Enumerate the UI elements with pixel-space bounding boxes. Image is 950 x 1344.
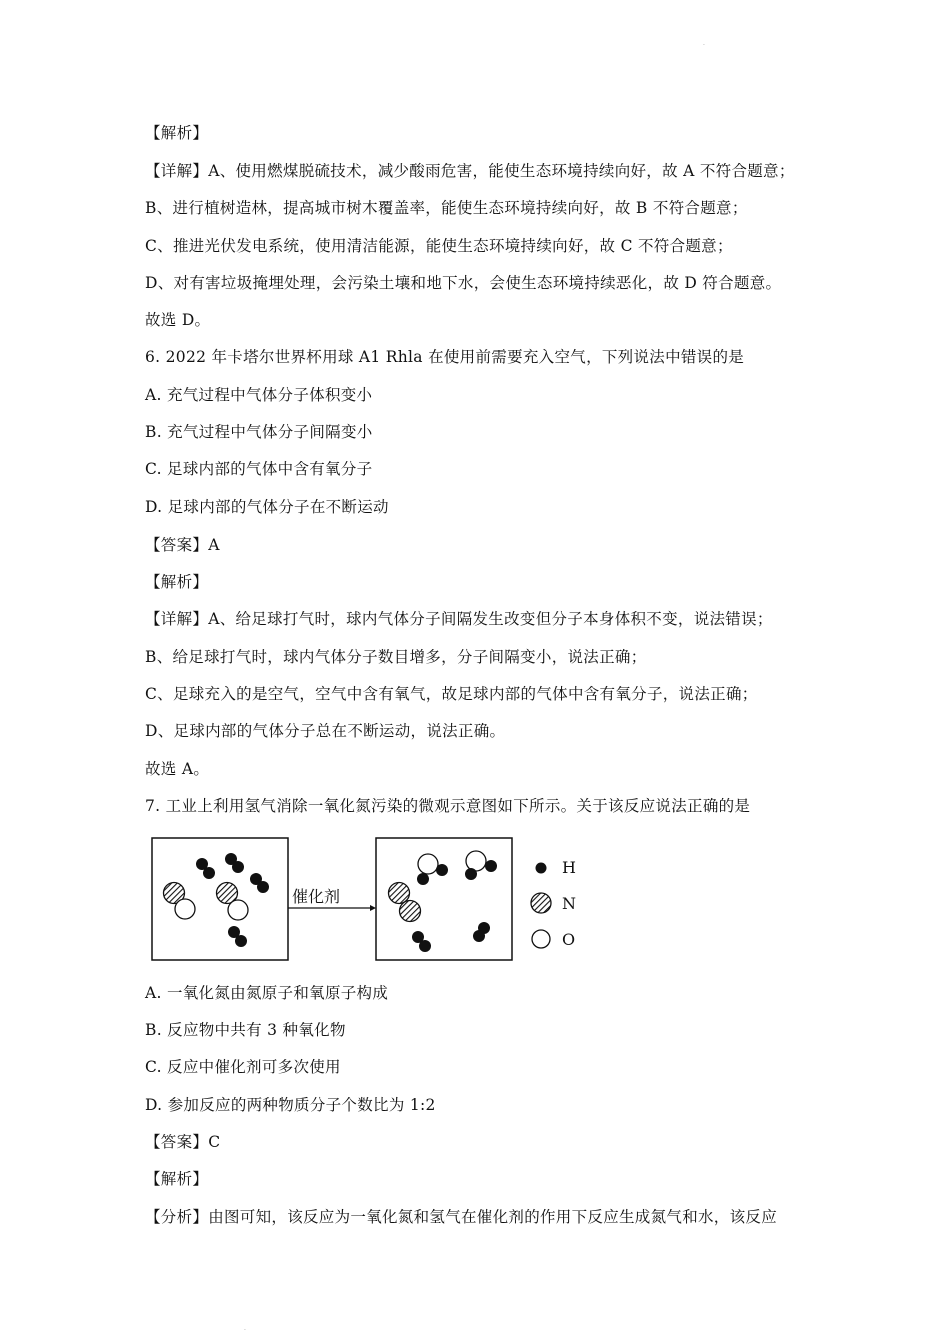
option-d: D. 足球内部的气体分子在不断运动 <box>145 498 389 516</box>
text-line: 【详解】A、使用燃煤脱硫技术，减少酸雨危害，能使生态环境持续向好，故 A 不符合题意； <box>145 162 795 180</box>
text-line: 【分析】由图可知，该反应为一氧化氮和氢气在催化剂的作用下反应生成氮气和水，该反应 <box>145 1208 778 1226</box>
text-line: 故选 A。 <box>145 760 210 778</box>
text-line: B、进行植树造林，提高城市树木覆盖率，能使生态环境持续向好，故 B 不符合题意； <box>145 199 748 217</box>
answer-line: 【答案】A <box>145 536 220 554</box>
text-line: 【解析】 <box>145 1170 209 1188</box>
text-line: C、足球充入的是空气，空气中含有氧气，故足球内部的气体中含有氧分子，说法正确； <box>145 685 758 703</box>
legend-n: N <box>562 894 576 913</box>
catalyst-label: 催化剂 <box>292 887 341 906</box>
answer-line: 【答案】C <box>145 1133 221 1151</box>
legend-h: H <box>562 858 576 877</box>
text-line: 【解析】 <box>145 573 209 591</box>
text-line: 【详解】A、给足球打气时，球内气体分子间隔发生改变但分子本身体积不变，说法错误； <box>145 610 773 628</box>
legend-o: O <box>562 930 576 949</box>
legend-o-icon <box>532 930 550 948</box>
text-line: 【解析】 <box>145 124 209 142</box>
text-line: C、推进光伏发电系统，使用清洁能源，能使生态环境持续向好，故 C 不符合题意； <box>145 237 733 255</box>
text-line: D、对有害垃圾掩埋处理，会污染土壤和地下水，会使生态环境持续恶化，故 D 符合题意。 <box>145 274 782 292</box>
option-c: C. 反应中催化剂可多次使用 <box>145 1058 341 1076</box>
reaction-diagram <box>150 836 590 966</box>
page-mark-bottom: . <box>244 1325 246 1332</box>
text-line: 故选 D。 <box>145 311 211 329</box>
legend-n-icon <box>531 893 551 913</box>
option-a: A. 充气过程中气体分子体积变小 <box>145 386 373 404</box>
option-c: C. 足球内部的气体中含有氧分子 <box>145 460 373 478</box>
text-line: B、给足球打气时，球内气体分子数目增多，分子间隔变小，说法正确； <box>145 648 647 666</box>
option-b: B. 充气过程中气体分子间隔变小 <box>145 423 373 441</box>
question-6-stem: 6. 2022 年卡塔尔世界杯用球 A1 Rhla 在使用前需要充入空气，下列说法中错误的是 <box>145 348 745 366</box>
option-a: A. 一氧化氮由氮原子和氧原子构成 <box>145 984 389 1002</box>
question-7-stem: 7. 工业上利用氢气消除一氧化氮污染的微观示意图如下所示。关于该反应说法正确的是 <box>145 797 751 815</box>
text-line: D、足球内部的气体分子总在不断运动，说法正确。 <box>145 722 506 740</box>
option-b: B. 反应物中共有 3 种氧化物 <box>145 1021 346 1039</box>
legend-h-icon <box>536 863 547 874</box>
option-d: D. 参加反应的两种物质分子个数比为 1:2 <box>145 1096 436 1114</box>
page-mark-top: . <box>703 40 705 47</box>
